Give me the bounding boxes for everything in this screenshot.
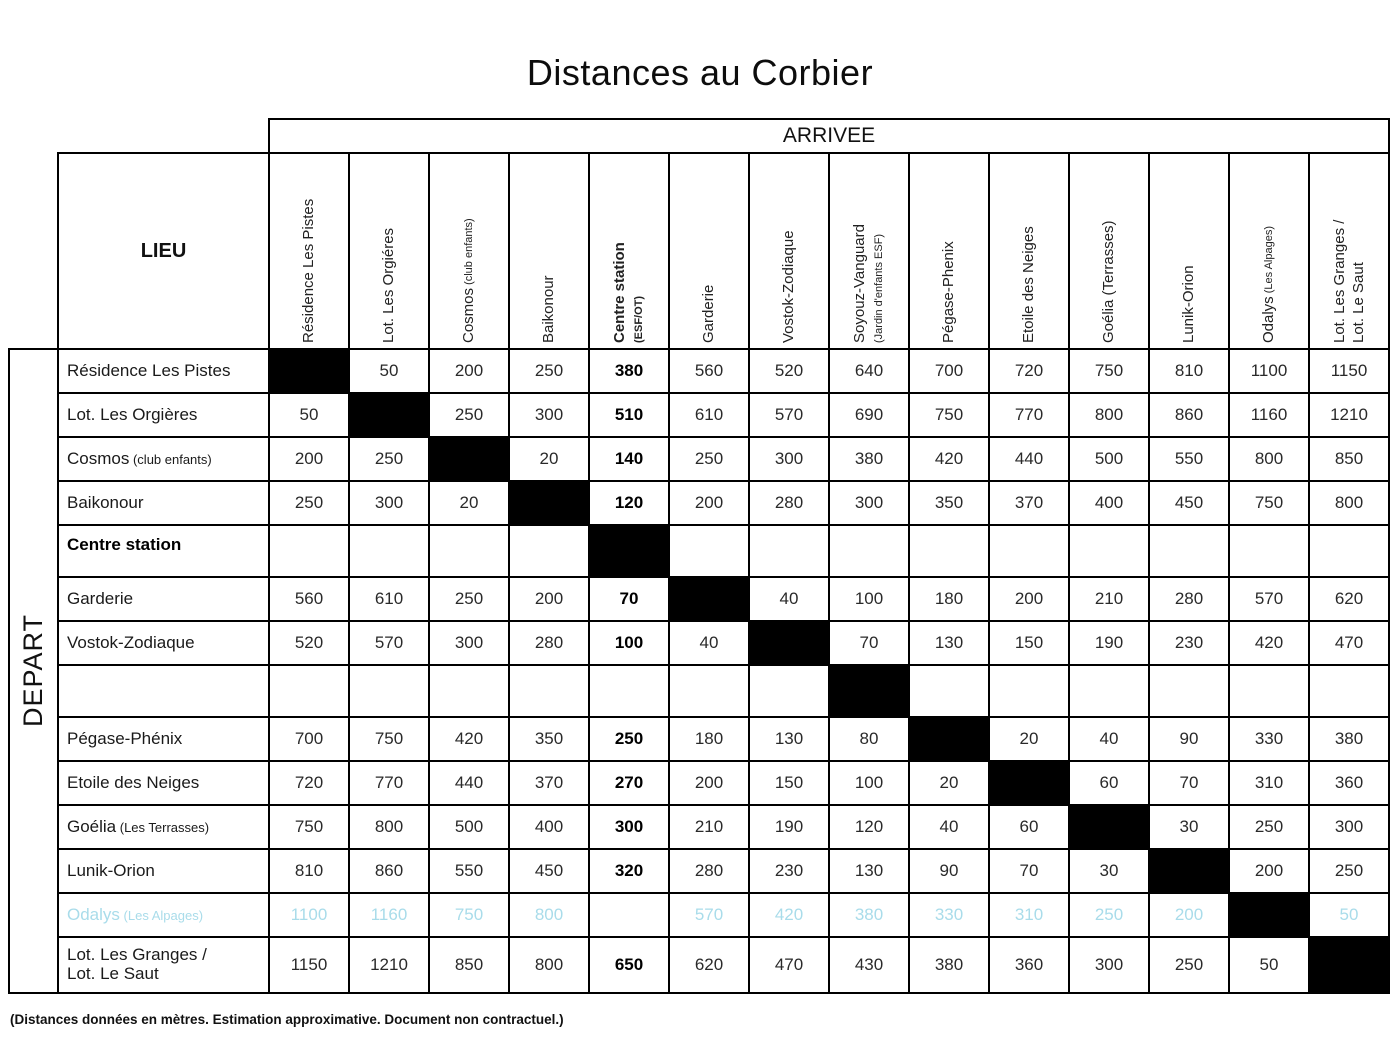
distance-cell: 300 <box>1069 937 1149 993</box>
diagonal-cell <box>1069 805 1149 849</box>
distance-cell: 20 <box>429 481 509 525</box>
distance-cell: 100 <box>669 665 749 717</box>
row-label: Pégase-Phénix <box>58 717 269 761</box>
distance-cell: 620 <box>1309 577 1389 621</box>
distance-cell: 40 <box>909 805 989 849</box>
diagonal-cell <box>1229 893 1309 937</box>
distance-cell: 810 <box>269 849 349 893</box>
distance-cell: 380 <box>909 937 989 993</box>
corner-spacer <box>9 153 58 349</box>
distance-cell: 120 <box>589 481 669 525</box>
distance-cell: 850 <box>1309 437 1389 481</box>
distance-cell: 190 <box>1069 621 1149 665</box>
diagonal-cell <box>509 481 589 525</box>
column-header-text: Goélia (Terrasses) <box>1100 220 1118 343</box>
distance-cell: 180 <box>909 577 989 621</box>
diagonal-cell <box>429 437 509 481</box>
distance-cell: 200 <box>269 437 349 481</box>
distance-cell: 350 <box>509 717 589 761</box>
distance-cell: 250 <box>909 525 989 577</box>
distance-cell: 250 <box>1069 893 1149 937</box>
distance-cell: 420 <box>429 717 509 761</box>
distance-cell: 520 <box>749 349 829 393</box>
distance-cell: 1150 <box>1309 349 1389 393</box>
distance-cell: 190 <box>749 805 829 849</box>
distance-cell: 560 <box>269 577 349 621</box>
distance-cell: 300 <box>589 805 669 849</box>
distance-cell: 1210 <box>1309 393 1389 437</box>
column-header <box>1229 153 1309 349</box>
distance-cell: 190 <box>589 665 669 717</box>
distance-cell: 40 <box>1069 717 1149 761</box>
distance-cell: 430 <box>829 937 909 993</box>
column-header <box>989 153 1069 349</box>
column-header <box>1309 153 1389 349</box>
distance-cell: 140 <box>589 437 669 481</box>
corner-spacer <box>9 119 269 153</box>
distance-cell: 600 <box>589 893 669 937</box>
distance-cell: 250 <box>669 437 749 481</box>
diagonal-cell <box>589 525 669 577</box>
distance-cell: 120 <box>1069 665 1149 717</box>
column-header <box>669 153 749 349</box>
distance-cell: 80 <box>829 717 909 761</box>
distance-cell: 380 <box>1229 665 1309 717</box>
diagonal-cell <box>909 717 989 761</box>
distance-cell: 570 <box>749 393 829 437</box>
column-header-text: Soyouz-Vanguard (Jardin d'enfants ESF) <box>850 224 885 343</box>
distance-cell: 100 <box>589 621 669 665</box>
distance-cell: 130 <box>909 621 989 665</box>
depart-header <box>9 349 58 993</box>
distance-cell: 30 <box>1069 849 1149 893</box>
distance-cell: 300 <box>1069 525 1149 577</box>
row-label: Lot. Les Granges / Lot. Le Saut <box>58 937 269 993</box>
distance-cell: 250 <box>1309 849 1389 893</box>
distance-cell: 510 <box>589 393 669 437</box>
depart-header-text: DEPART <box>18 614 48 728</box>
distance-cell: 810 <box>1149 349 1229 393</box>
distance-cell: 200 <box>669 761 749 805</box>
distance-cell: 300 <box>349 481 429 525</box>
distance-cell: 200 <box>989 577 1069 621</box>
column-header <box>269 153 349 349</box>
distance-cell: 70 <box>749 665 829 717</box>
column-header <box>349 153 429 349</box>
diagonal-cell <box>1309 937 1389 993</box>
distance-cell: 750 <box>429 893 509 937</box>
page-title: Distances au Corbier <box>526 52 874 93</box>
diagonal-cell <box>269 349 349 393</box>
distance-cell: 70 <box>669 525 749 577</box>
distance-cell: 800 <box>509 893 589 937</box>
distance-cell: 200 <box>429 349 509 393</box>
distance-cell: 300 <box>509 665 589 717</box>
distance-cell: 50 <box>1309 893 1389 937</box>
distance-cell: 100 <box>989 665 1069 717</box>
distance-cell: 70 <box>829 621 909 665</box>
distance-cell: 560 <box>669 349 749 393</box>
distance-cell: 300 <box>1309 805 1389 849</box>
distance-cell: 280 <box>1149 577 1229 621</box>
column-header-text: Cosmos (club enfants) <box>460 218 478 343</box>
distance-cell: 770 <box>989 393 1069 437</box>
distance-cell: 250 <box>429 393 509 437</box>
row-label: Centre station (ESF/ OT) <box>58 525 269 577</box>
distance-cell: 380 <box>829 437 909 481</box>
column-header <box>1149 153 1229 349</box>
distance-cell: 750 <box>1069 349 1149 393</box>
distance-cell: 70 <box>1149 761 1229 805</box>
distance-cell: 400 <box>1069 481 1149 525</box>
column-header-text: Odalys (Les Alpages) <box>1260 225 1278 343</box>
distance-cell: 640 <box>829 349 909 393</box>
distance-cell: 850 <box>429 937 509 993</box>
distance-cell: 50 <box>349 349 429 393</box>
diagonal-cell <box>349 393 429 437</box>
distance-cell: 400 <box>509 805 589 849</box>
distance-cell: 100 <box>829 761 909 805</box>
column-header <box>749 153 829 349</box>
distance-cell: 1150 <box>269 937 349 993</box>
distance-cell: 510 <box>349 525 429 577</box>
distance-cell: 320 <box>1149 525 1229 577</box>
distance-cell: 180 <box>669 717 749 761</box>
distance-cell: 1160 <box>1229 393 1309 437</box>
distance-cell: 360 <box>989 937 1069 993</box>
distance-cell: 200 <box>1229 849 1309 893</box>
distance-cell: 250 <box>589 717 669 761</box>
distance-cell: 500 <box>429 805 509 849</box>
distance-cell: 80 <box>909 665 989 717</box>
distance-cell: 470 <box>749 937 829 993</box>
distance-cell: 20 <box>509 437 589 481</box>
distance-cell: 250 <box>269 481 349 525</box>
distance-cell: 450 <box>509 849 589 893</box>
column-header-text: Lot. Les Orgiéres <box>380 227 398 343</box>
distance-cell: 210 <box>669 805 749 849</box>
diagonal-cell <box>989 761 1069 805</box>
distance-cell: 570 <box>669 893 749 937</box>
distance-cell: 100 <box>829 577 909 621</box>
column-header <box>429 153 509 349</box>
distance-cell: 280 <box>749 481 829 525</box>
column-header-text: Lunik-Orion <box>1180 265 1198 343</box>
distance-cell: 440 <box>429 761 509 805</box>
distance-cell: 250 <box>1229 805 1309 849</box>
distance-cell: 200 <box>1149 893 1229 937</box>
distance-cell: 610 <box>669 393 749 437</box>
distance-cell: 60 <box>989 805 1069 849</box>
distance-cell: 570 <box>349 621 429 665</box>
distance-cell: 320 <box>589 849 669 893</box>
distance-cell: 270 <box>989 525 1069 577</box>
column-header-text: Vostok-Zodiaque <box>780 230 798 343</box>
distance-cell: 570 <box>1229 577 1309 621</box>
distance-cell: 130 <box>829 849 909 893</box>
distance-cell: 860 <box>349 849 429 893</box>
distance-cell: 1210 <box>349 937 429 993</box>
distance-cell: 720 <box>269 761 349 805</box>
row-label: Lunik-Orion <box>58 849 269 893</box>
distance-cell: 640 <box>269 665 349 717</box>
distance-cell: 130 <box>1149 665 1229 717</box>
distance-cell: 800 <box>1229 437 1309 481</box>
distance-cell: 150 <box>989 621 1069 665</box>
distance-cell: 130 <box>749 717 829 761</box>
distance-cell: 1100 <box>1229 349 1309 393</box>
distance-cell: 1160 <box>349 893 429 937</box>
distance-cell: 200 <box>509 577 589 621</box>
distance-cell: 690 <box>349 665 429 717</box>
distance-cell: 280 <box>509 621 589 665</box>
distance-cell: 750 <box>909 393 989 437</box>
distance-cell: 310 <box>1229 761 1309 805</box>
diagonal-cell <box>669 577 749 621</box>
column-header-text: Etoile des Neiges <box>1020 226 1038 343</box>
distance-cell: 550 <box>1149 437 1229 481</box>
row-label: Vostok-Zodiaque <box>58 621 269 665</box>
distance-cell: 690 <box>829 393 909 437</box>
distance-cell: 200 <box>669 481 749 525</box>
distance-cell: 470 <box>1309 621 1389 665</box>
column-header-text: Résidence Les Pistes <box>300 198 318 343</box>
distance-cell: 40 <box>669 621 749 665</box>
distance-cell: 380 <box>269 525 349 577</box>
distance-cell: 380 <box>589 349 669 393</box>
distance-cell: 620 <box>669 937 749 993</box>
row-label: Résidence Les Pistes <box>58 349 269 393</box>
distance-cell: 500 <box>1069 437 1149 481</box>
distance-cell: 430 <box>1309 665 1389 717</box>
column-header <box>509 153 589 349</box>
distance-cell: 450 <box>1149 481 1229 525</box>
distance-cell: 360 <box>1309 761 1389 805</box>
distance-cell: 70 <box>989 849 1069 893</box>
column-header-text: Pégase-Phenix <box>940 241 958 343</box>
row-label: Etoile des Neiges <box>58 761 269 805</box>
distance-cell: 720 <box>989 349 1069 393</box>
diagonal-cell <box>829 665 909 717</box>
distance-cell: 20 <box>989 717 1069 761</box>
distance-cell: 250 <box>349 437 429 481</box>
distance-cell: 230 <box>1149 621 1229 665</box>
distance-cell: 30 <box>1149 805 1229 849</box>
column-header <box>829 153 909 349</box>
distance-cell: 800 <box>1309 481 1389 525</box>
distance-cell: 380 <box>829 893 909 937</box>
distance-cell: 420 <box>1229 621 1309 665</box>
diagonal-cell <box>1149 849 1229 893</box>
column-header <box>909 153 989 349</box>
distance-cell: 100 <box>749 525 829 577</box>
distance-cell: 520 <box>269 621 349 665</box>
distance-cell: 750 <box>269 805 349 849</box>
distance-cell: 90 <box>909 849 989 893</box>
distance-cell: 800 <box>1069 393 1149 437</box>
arrivee-header: ARRIVEE <box>269 119 1389 153</box>
distance-cell: 770 <box>349 761 429 805</box>
row-label: Cosmos (club enfants) <box>58 437 269 481</box>
distance-cell: 270 <box>589 761 669 805</box>
distance-cell: 750 <box>1229 481 1309 525</box>
footer-note: (Distances données en mètres. Estimation approximative. Document non contractuel.) <box>10 1012 564 1027</box>
distances-table <box>8 118 1390 994</box>
distance-cell: 610 <box>349 577 429 621</box>
distance-cell: 70 <box>589 577 669 621</box>
distance-cell: 420 <box>749 893 829 937</box>
distance-cell: 300 <box>749 437 829 481</box>
row-label: Garderie <box>58 577 269 621</box>
distance-cell: 50 <box>269 393 349 437</box>
distance-cell: 90 <box>1149 717 1229 761</box>
distance-cell: 300 <box>829 481 909 525</box>
distance-cell: 310 <box>989 893 1069 937</box>
column-header-text: Lot. Les Granges / Lot. Le Saut <box>1330 219 1367 343</box>
distance-cell: 150 <box>749 761 829 805</box>
row-label: Goélia (Les Terrasses) <box>58 805 269 849</box>
column-header-text: Baikonour <box>540 275 558 343</box>
distance-cell: 250 <box>509 349 589 393</box>
distance-cell: 250 <box>429 577 509 621</box>
distance-cell: 210 <box>1069 577 1149 621</box>
row-label: Soyouz-Vanguard (Jardin d'enfants ESF) <box>58 665 269 717</box>
column-header <box>1069 153 1149 349</box>
distance-cell: 40 <box>749 577 829 621</box>
distance-cell: 50 <box>1229 937 1309 993</box>
row-label: Odalys (Les Alpages) <box>58 893 269 937</box>
distance-cell: 600 <box>1229 525 1309 577</box>
distance-cell: 380 <box>429 665 509 717</box>
distance-cell: 250 <box>1149 937 1229 993</box>
distance-cell: 1100 <box>269 893 349 937</box>
distance-cell: 370 <box>509 761 589 805</box>
distance-cell: 700 <box>909 349 989 393</box>
column-header-text: Garderie <box>700 284 718 343</box>
distance-cell: 120 <box>829 805 909 849</box>
distance-cell: 800 <box>509 937 589 993</box>
distance-cell: 350 <box>909 481 989 525</box>
row-label: Baikonour <box>58 481 269 525</box>
distance-cell: 440 <box>989 437 1069 481</box>
distance-cell: 860 <box>1149 393 1229 437</box>
distance-cell: 650 <box>1309 525 1389 577</box>
distance-cell: 550 <box>429 849 509 893</box>
distance-cell: 380 <box>1309 717 1389 761</box>
distance-cell: 370 <box>989 481 1069 525</box>
distance-cell: 330 <box>909 893 989 937</box>
distance-cell: 60 <box>1069 761 1149 805</box>
distance-cell: 20 <box>909 761 989 805</box>
distance-cell: 300 <box>429 621 509 665</box>
distance-cell: 650 <box>589 937 669 993</box>
distance-cell: 140 <box>429 525 509 577</box>
distance-cell: 230 <box>749 849 829 893</box>
distance-cell: 120 <box>509 525 589 577</box>
row-label: Lot. Les Orgières <box>58 393 269 437</box>
distance-cell: 330 <box>1229 717 1309 761</box>
distance-cell: 420 <box>909 437 989 481</box>
lieu-header: LIEU <box>58 153 269 349</box>
distance-cell: 800 <box>349 805 429 849</box>
distance-cell: 300 <box>509 393 589 437</box>
column-header-text: Centre station (ESF/OT) <box>610 242 645 343</box>
distance-cell: 190 <box>829 525 909 577</box>
distance-cell: 280 <box>669 849 749 893</box>
distance-cell: 700 <box>269 717 349 761</box>
distance-cell: 750 <box>349 717 429 761</box>
column-header <box>589 153 669 349</box>
diagonal-cell <box>749 621 829 665</box>
